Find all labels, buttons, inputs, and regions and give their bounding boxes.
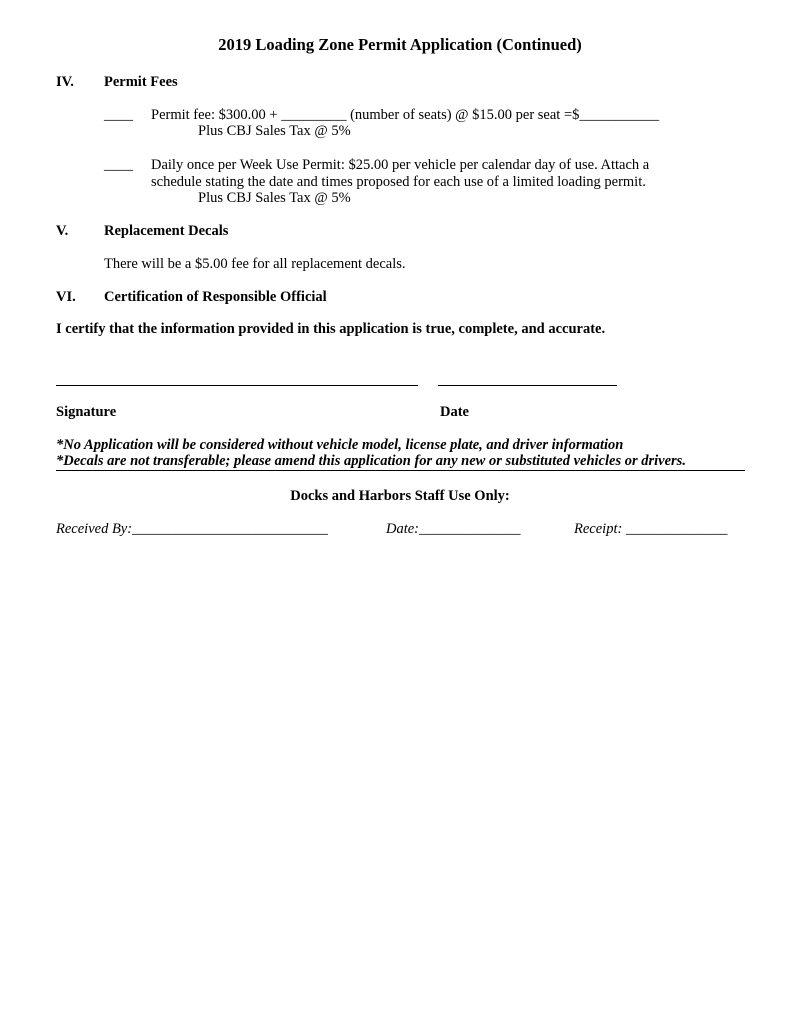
daily-permit-text-line1: Daily once per Week Use Permit: $25.00 per vehicle per calendar day of use. Attach a xyxy=(151,157,650,173)
page-title: 2019 Loading Zone Permit Application (Continued) xyxy=(218,35,582,54)
staff-date-field[interactable]: ______________ xyxy=(419,521,521,537)
note-decals-not-transferable: *Decals are not transferable; please amend this application for any new or substituted vehicles or drivers. xyxy=(56,453,686,469)
staff-date-label: Date: xyxy=(386,521,420,537)
receipt-row xyxy=(574,521,727,538)
date-line[interactable] xyxy=(438,385,617,386)
permit-fee-text: Permit fee: $300.00 + xyxy=(151,107,278,123)
signature-label: Signature xyxy=(56,404,117,420)
note-application-requirements: *No Application will be considered without vehicle model, license plate, and driver information xyxy=(56,437,624,453)
staff-date-row xyxy=(386,521,521,538)
notes-divider xyxy=(56,470,745,471)
certification-statement: I certify that the information provided in this application is true, complete, and accurate. xyxy=(56,321,606,337)
permit-fee-total-field[interactable]: ___________ xyxy=(579,107,660,123)
per-seat-text: (number of seats) @ $15.00 per seat =$ xyxy=(350,107,580,123)
staff-use-heading: Docks and Harbors Staff Use Only: xyxy=(290,488,510,504)
permit-fee-line xyxy=(151,107,659,124)
daily-permit-checkbox-blank[interactable]: ____ xyxy=(104,157,133,173)
received-by-row xyxy=(56,521,328,538)
section-4-heading: Permit Fees xyxy=(104,74,178,90)
section-4-numeral: IV. xyxy=(56,74,74,90)
seats-count-field[interactable]: _________ xyxy=(281,107,347,123)
received-by-label: Received By: xyxy=(56,521,133,537)
section-5-numeral: V. xyxy=(56,223,69,239)
receipt-field[interactable]: ______________ xyxy=(625,521,728,537)
section-5-heading: Replacement Decals xyxy=(104,223,229,239)
daily-permit-tax-note: Plus CBJ Sales Tax @ 5% xyxy=(198,190,351,206)
permit-fee-checkbox-blank[interactable]: ____ xyxy=(104,107,133,123)
received-by-field[interactable]: ___________________________ xyxy=(132,521,328,537)
permit-fee-tax-note: Plus CBJ Sales Tax @ 5% xyxy=(198,123,351,139)
replacement-decals-text: There will be a $5.00 fee for all replacement decals. xyxy=(104,256,406,272)
date-label: Date xyxy=(440,404,469,420)
daily-permit-text-line2: schedule stating the date and times proposed for each use of a limited loading permit. xyxy=(151,174,646,190)
section-6-numeral: VI. xyxy=(56,289,76,305)
signature-line[interactable] xyxy=(56,385,418,386)
section-6-heading: Certification of Responsible Official xyxy=(104,289,327,305)
receipt-label: Receipt: xyxy=(574,521,623,537)
